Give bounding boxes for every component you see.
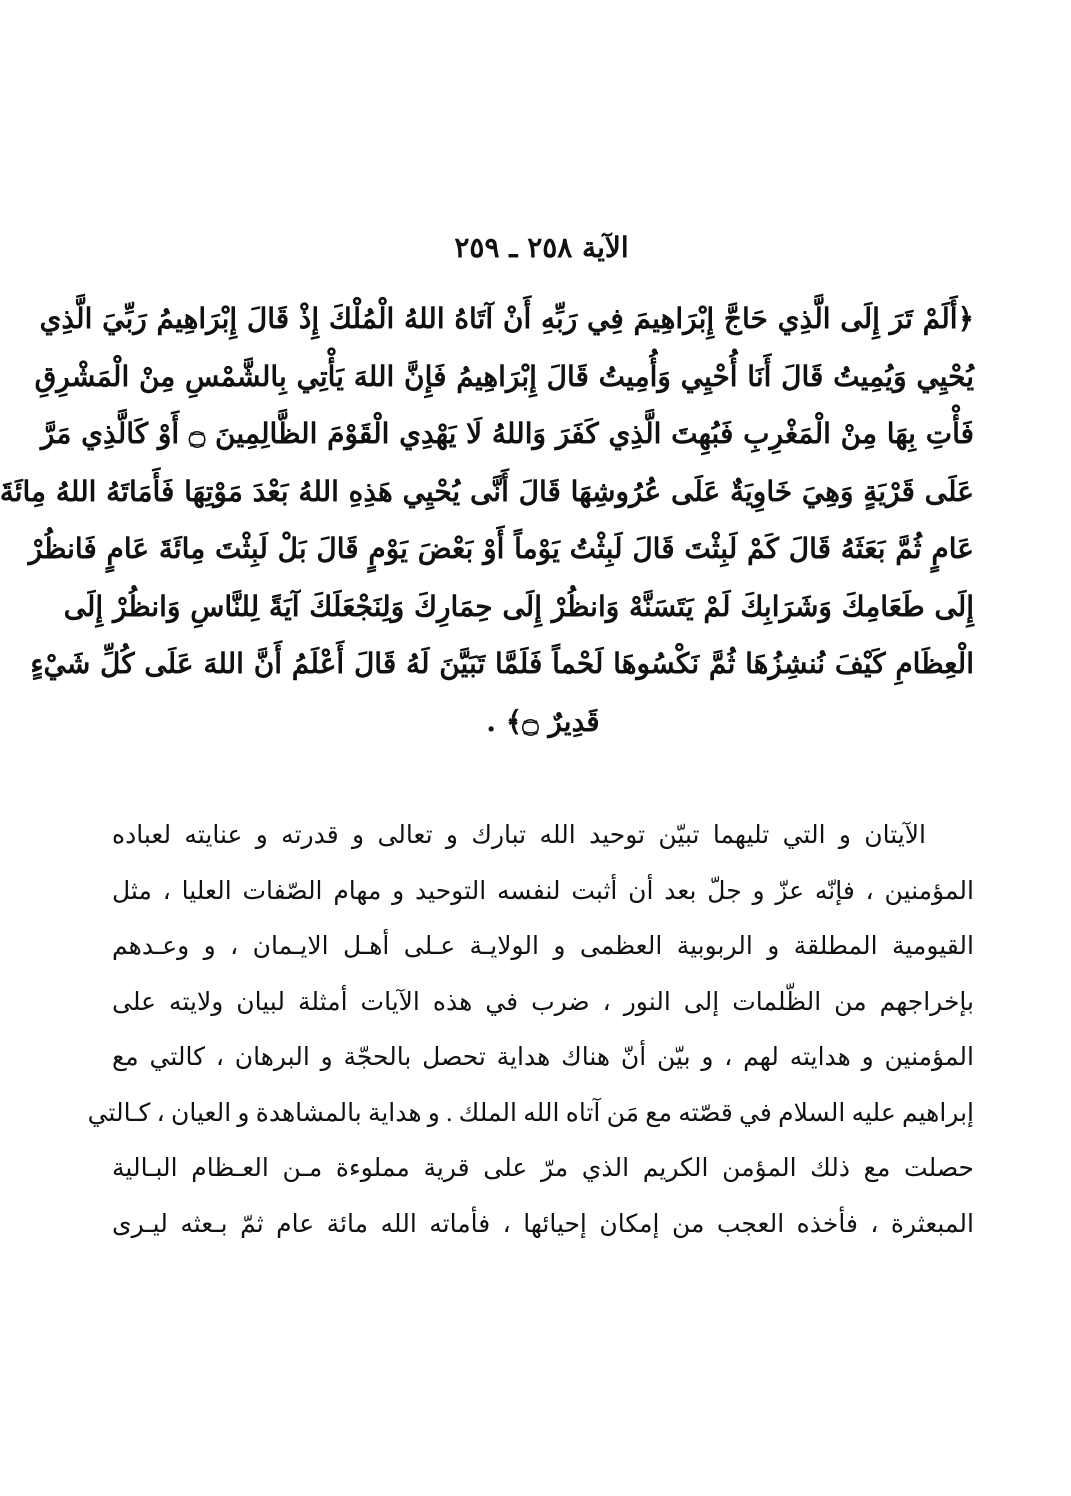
commentary-paragraph (87, 808, 974, 1252)
commentary-line: إبراهيم عليه السلام في قصّته مع مَن آتاه الله الملك . و هداية بالمشاهدة و العيان ، كـالتي (87, 1099, 974, 1127)
commentary-line: حصلت مع ذلك المؤمن الكريم الذي مرّ على قرية مملوءة مـن العـظام البـالية (112, 1155, 974, 1182)
commentary-line: بإخراجهم من الظّلمات إلى النور ، ضرب في هذه الآيات أمثلة لبيان ولايته على (112, 988, 974, 1016)
commentary-line: المبعثرة ، فأخذه العجب من إمكان إحيائها ، فأماته الله مائة عام ثمّ بـعثه ليـرى (112, 1210, 974, 1238)
verse-line: إِلَى طَعَامِكَ وَشَرَابِكَ لَمْ يَتَسَنَّهْ وَانظُرْ إِلَى حِمَارِكَ وَلِنَجْعَلَكَ آيَةً لِلنَّاسِ وَانظُرْ إِلَى (63, 589, 974, 623)
verse-line: ﴿أَلَمْ تَرَ إِلَى الَّذِي حَاجَّ إِبْرَاهِيمَ فِي رَبِّهِ أَنْ آتَاهُ اللهُ الْمُلْكَ إِذْ قَالَ إِبْرَاهِيمُ رَبِّيَ الَّذِي (39, 302, 974, 335)
verse-line: قَدِيرٌ ۝﴾ . (486, 704, 600, 738)
verse-line: عَلَى قَرْيَةٍ وَهِيَ خَاوِيَةٌ عَلَى عُرُوشِهَا قَالَ أَنَّى يُحْيِي هَذِهِ اللهُ بَعْدَ مَوْتِهَا فَأَمَاتَهُ اللهُ مِائَةَ (0, 474, 974, 508)
commentary-line: الآيتان و التي تليهما تبيّن توحيد الله تبارك و تعالى و قدرته و عنايته لعباده (112, 822, 926, 849)
commentary-line: القيومية المطلقة و الربوبية العظمى و الولايـة عـلى أهـل الايـمان ، و وعـدهم (112, 933, 974, 960)
verse-line: يُحْيِي وَيُمِيتُ قَالَ أَنَا أُحْيِي وَأُمِيتُ قَالَ إِبْرَاهِيمُ فَإِنَّ اللهَ يَأْتِي بِالشَّمْسِ مِنْ الْمَشْرِقِ (34, 359, 974, 393)
commentary-line: المؤمنين ، فإنّه عزّ و جلّ بعد أن أثبت لنفسه التوحيد و مهام الصّفات العليا ، مثل (112, 877, 974, 905)
quran-verse-block (0, 290, 974, 750)
verse-heading: الآية ٢٥٨ ـ ٢٥٩ (454, 231, 629, 264)
verse-line: فَأْتِ بِهَا مِنْ الْمَغْرِبِ فَبُهِتَ الَّذِي كَفَرَ وَاللهُ لَا يَهْدِي الْقَوْمَ الظَّالِمِينَ ۝ أَوْ كَالَّذِي مَرَّ (40, 417, 974, 450)
verse-line: الْعِظَامِ كَيْفَ نُنشِزُهَا ثُمَّ نَكْسُوهَا لَحْماً فَلَمَّا تَبَيَّنَ لَهُ قَالَ أَعْلَمُ أَنَّ اللهَ عَلَى كُلِّ شَيْءٍ (30, 647, 974, 680)
commentary-line: المؤمنين و هدايته لهم ، و بيّن أنّ هناك هداية تحصل بالحجّة و البرهان ، كالتي مع (112, 1044, 974, 1071)
verse-line: عَامٍ ثُمَّ بَعَثَهُ قَالَ كَمْ لَبِثْتَ قَالَ لَبِثْتُ يَوْماً أَوْ بَعْضَ يَوْمٍ قَالَ بَلْ لَبِثْتَ مِائَةَ عَامٍ فَانظُرْ (28, 532, 974, 565)
